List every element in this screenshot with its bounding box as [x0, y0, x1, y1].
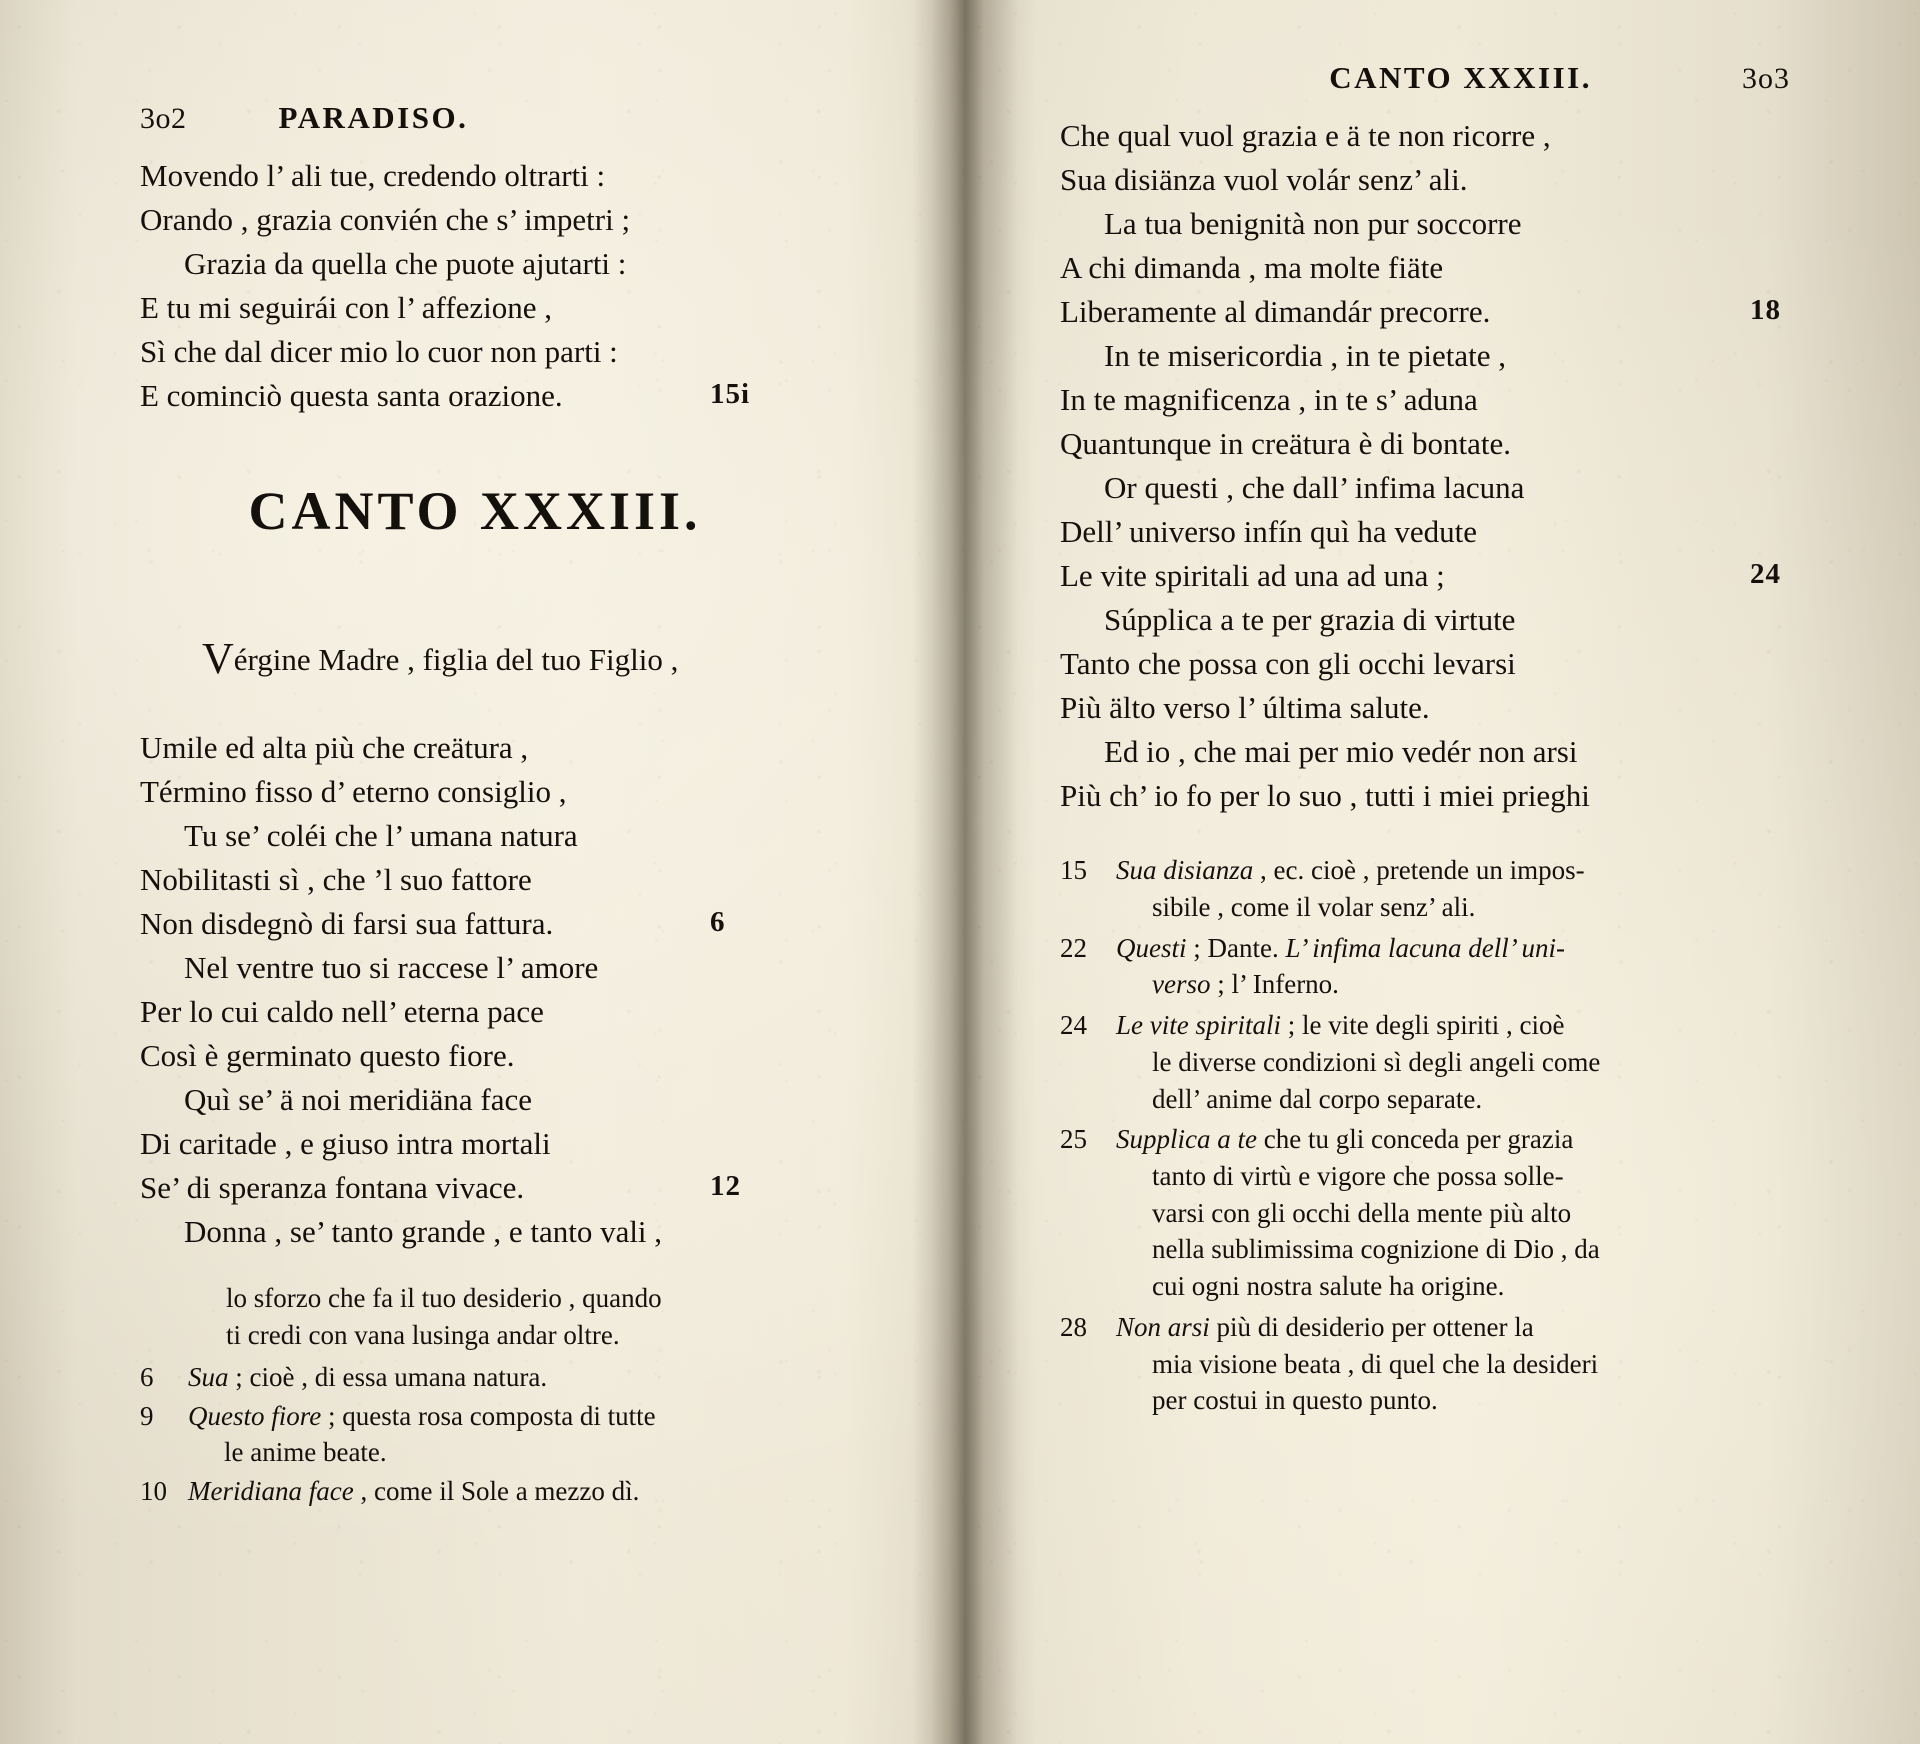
verse-line: Grazia da quella che puote ajutarti :	[184, 246, 627, 282]
running-head-left	[140, 100, 840, 136]
footnote-item	[1060, 1007, 1790, 1117]
verse-line: Dell’ universo infín quì ha vedute	[1060, 514, 1477, 550]
verse-line: In te misericordia , in te pietate ,	[1104, 338, 1506, 374]
verse-block-canto	[140, 726, 840, 1254]
verse-line: Le vite spiritali ad una ad una ; 24	[1060, 554, 1790, 598]
verse-line: Tu se’ coléi che l’ umana natura	[184, 818, 578, 854]
footnote-item	[140, 1398, 840, 1470]
verse-number: 6	[710, 906, 726, 939]
footnote-text-line: per costui in questo punto.	[1152, 1385, 1438, 1416]
footnote-number: 9	[140, 1400, 154, 1431]
footnote-text-line: dell’ anime dal corpo separate.	[1152, 1083, 1483, 1114]
verse-line: Movendo l’ ali tue, credendo oltrarti :	[140, 158, 606, 193]
verse-line: E cominciò questa santa orazione. 15i	[140, 374, 840, 418]
footnote-number: 10	[140, 1476, 167, 1507]
verse-line: Sua disiänza vuol volár senz’ ali.	[1060, 162, 1468, 198]
running-head-right	[1060, 60, 1790, 96]
verse-line: Per lo cui caldo nell’ eterna pace	[140, 994, 544, 1030]
verse-line: Più älto verso l’ última salute.	[1060, 690, 1430, 726]
verse-line: Orando , grazia convién che s’ impetri ;	[140, 202, 631, 238]
footnote-text-line: le anime beate.	[224, 1437, 387, 1468]
footnote-item	[1060, 1121, 1790, 1305]
footnotes-right	[1060, 852, 1790, 1419]
verse-line: Donna , se’ tanto grande , e tanto vali ,	[184, 1214, 663, 1250]
verse-line: Umile ed alta più che creätura ,	[140, 730, 529, 766]
footnote-text-line: Questi ; Dante. L’ infima lacuna dell’ uni-	[1116, 932, 1565, 963]
verse-line: A chi dimanda , ma molte fiäte	[1060, 250, 1444, 286]
footnote-number: 28	[1060, 1311, 1087, 1342]
footnote-item	[140, 1359, 840, 1395]
verse-line: Sì che dal dicer mio lo cuor non parti :	[140, 334, 618, 370]
footnote-text-line: ti credi con vana lusinga andar oltre.	[226, 1319, 620, 1350]
folio-right: 3o3	[1742, 62, 1790, 95]
footnote-text-line: mia visione beata , di quel che la desideri	[1152, 1348, 1599, 1379]
footnote-body	[1112, 1121, 1790, 1305]
verse-line: Tanto che possa con gli occhi levarsi	[1060, 646, 1516, 682]
footnote-text-line: Questo fiore ; questa rosa composta di tutte	[188, 1400, 656, 1431]
footnote-item	[140, 1473, 840, 1509]
footnote-number: 25	[1060, 1124, 1087, 1155]
verse-block-right	[1060, 114, 1790, 818]
verse-line: Se’ di speranza fontana vivace. 12	[140, 1166, 840, 1210]
verse-line: Nel ventre tuo si raccese l’ amore	[184, 950, 599, 986]
footnote-item	[1060, 852, 1790, 925]
verse-line: La tua benignità non pur soccorre	[1104, 206, 1522, 242]
footnote-body	[186, 1473, 840, 1509]
verse-line: Nobilitasti sì , che ’l suo fattore	[140, 862, 532, 898]
verse-line: Di caritade , e giuso intra mortali	[140, 1126, 551, 1162]
footnote-text-line: sibile , come il volar senz’ ali.	[1152, 891, 1476, 922]
footnotes-left	[140, 1280, 840, 1509]
verse-line: Término fisso d’ eterno consiglio ,	[140, 774, 567, 810]
footnote-number: 24	[1060, 1010, 1087, 1041]
footnote-text-line: nella sublimissima cognizione di Dio , da	[1152, 1234, 1600, 1265]
folio-left: 3o2	[140, 102, 187, 135]
verse-line: Più ch’ io fo per lo suo , tutti i miei prieghi	[1060, 778, 1590, 814]
left-column-content	[140, 100, 840, 1512]
verse-number: 24	[1750, 558, 1781, 591]
verse-line: Liberamente al dimandár precorre. 18	[1060, 290, 1790, 334]
first-line-text: érgine Madre , figlia del tuo Figlio ,	[233, 642, 679, 678]
footnote-number: 15	[1060, 855, 1087, 886]
footnote-text-line: Meridiana face , come il Sole a mezzo dì.	[188, 1476, 640, 1507]
verse-line: Or questi , che dall’ infima lacuna	[1104, 470, 1525, 506]
right-column-content	[1060, 60, 1790, 1423]
footnote-text-line: tanto di virtù e vigore che possa solle-	[1152, 1161, 1564, 1191]
footnote-body	[1112, 852, 1790, 925]
footnote-item	[1060, 1309, 1790, 1419]
running-title-left: PARADISO.	[278, 100, 469, 135]
footnote-number: 6	[140, 1361, 154, 1392]
verse-line: Che qual vuol grazia e ä te non ricorre ,	[1060, 118, 1551, 153]
footnote-text-line: varsi con gli occhi della mente più alto	[1152, 1197, 1572, 1228]
footnote-text-line: lo sforzo che fa il tuo desiderio , quando	[226, 1283, 662, 1314]
verse-line: Quantunque in creätura è di bontate.	[1060, 426, 1512, 462]
footnote-text-line: Non arsi più di desiderio per ottener la	[1116, 1311, 1534, 1342]
verse-line: Súpplica a te per grazia di virtute	[1104, 602, 1516, 638]
footnote-body	[186, 1398, 840, 1470]
verse-line: In te magnificenza , in te s’ aduna	[1060, 382, 1478, 418]
verse-line: E tu mi seguirái con l’ affezione ,	[140, 290, 553, 326]
footnote-list-left	[140, 1359, 840, 1510]
footnote-body	[1112, 930, 1790, 1003]
footnote-body	[1112, 1007, 1790, 1117]
canto-first-line	[140, 594, 840, 726]
verse-block-top	[140, 154, 840, 418]
footnote-text-line: cui ogni nostra salute ha origine.	[1152, 1271, 1505, 1302]
footnote-text-line: Supplica a te che tu gli conceda per grazia	[1116, 1124, 1574, 1155]
footnote-text-line: Sua disianza , ec. cioè , pretende un impos-	[1116, 855, 1585, 886]
verse-line: Non disdegnò di farsi sua fattura. 6	[140, 902, 840, 946]
footnote-text-line: le diverse condizioni sì degli angeli come	[1152, 1046, 1601, 1077]
verse-line: Quì se’ ä noi meridiäna face	[184, 1082, 533, 1118]
verse-line: Ed io , che mai per mio vedér non arsi	[1104, 734, 1578, 770]
footnote-text-line: verso ; l’ Inferno.	[1152, 969, 1339, 1000]
verse-number: 15i	[710, 378, 751, 411]
footnote-body	[1112, 1309, 1790, 1419]
footnote-body	[186, 1359, 840, 1395]
running-title-right: CANTO XXXIII.	[1329, 60, 1592, 95]
verse-line: Così è germinato questo fiore.	[140, 1038, 515, 1074]
verse-number: 18	[1750, 294, 1781, 327]
drop-cap: V	[202, 634, 234, 684]
page-right	[960, 0, 1920, 1744]
footnote-text-line: Le vite spiritali ; le vite degli spiriti , cioè	[1116, 1010, 1565, 1041]
canto-heading: CANTO XXXIII.	[248, 481, 702, 542]
footnote-text-line: Sua ; cioè , di essa umana natura.	[188, 1361, 548, 1392]
footnote-number: 22	[1060, 932, 1087, 963]
footnote-continuation	[140, 1280, 840, 1352]
verse-number: 12	[710, 1170, 741, 1203]
footnote-item	[1060, 930, 1790, 1003]
